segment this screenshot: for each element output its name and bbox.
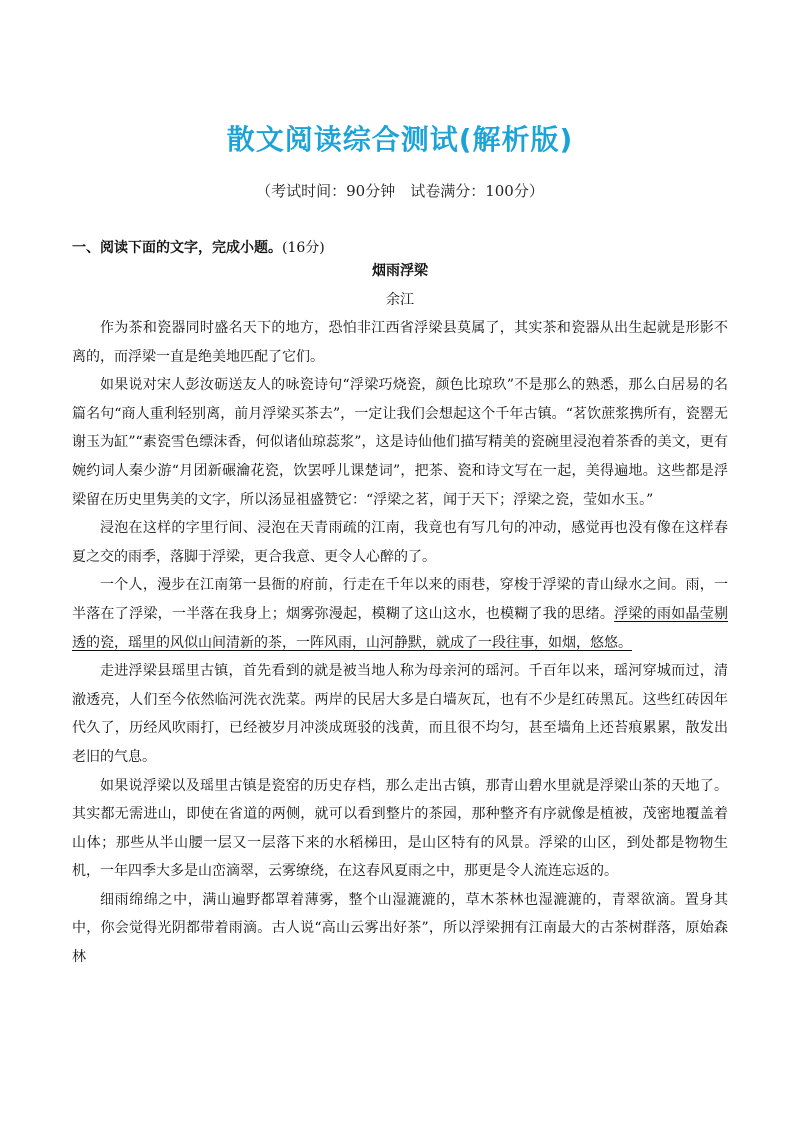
paragraph-1: 作为茶和瓷器同时盛名天下的地方，恐怕非江西省浮梁县莫属了，其实茶和瓷器从出生起就是形影不离的，而浮梁一直是绝美地匹配了它们。 [72, 320, 728, 365]
paragraph-5: 走进浮梁县瑶里古镇，首先看到的就是被当地人称为母亲河的瑶河。千百年以来，瑶河穿城而过，清澈透亮，人们至今依然临河洗衣洗菜。两岸的民居大多是白墙灰瓦，也有不少是红砖黑瓦。这些红砖因年代久了，历经风吹雨打，已经被岁月冲淡成斑驳的浅黄，而且很不均匀，甚至墙角上还苔痕累累，散发出老旧的气息。 [72, 663, 728, 765]
paragraph-6: 如果说浮梁以及瑶里古镇是瓷窑的历史存档，那么走出古镇，那青山碧水里就是浮梁山茶的天地了。其实都无需进山，即使在省道的两侧，就可以看到整片的茶园，那种整齐有序就像是植被，茂密地覆盖着山体；那些从半山腰一层又一层落下来的水稻梯田，是山区特有的风景。浮梁的山区，到处都是物物生机，一年四季大多是山峦滴翠，云雾缭绕，在这春风夏雨之中，那更是令人流连忘返的。 [72, 777, 728, 880]
paragraph-7: 细雨绵绵之中，满山遍野都罩着薄雾，整个山湿漉漉的，草木茶林也湿漉漉的，青翠欲滴。置身其中，你会觉得光阴都带着雨滴。古人说“高山云雾出好茶”，所以浮梁拥有江南最大的古茶树群落，原始森林 [72, 891, 728, 966]
paragraph-3: 浸泡在这样的字里行间、浸泡在天青雨疏的江南，我竟也有写几句的冲动，感觉再也没有像在这样春夏之交的雨季，落脚于浮梁，更合我意、更令人心醉的了。 [72, 520, 728, 565]
document-title: 散文阅读综合测试(解析版) [226, 123, 574, 156]
paragraph-4 [72, 571, 728, 657]
question-label: 一、阅读下面的文字，完成小题。 [72, 240, 282, 256]
essay-author: 余江 [386, 292, 414, 308]
essay-title: 烟雨浮梁 [372, 263, 428, 279]
question-heading [72, 237, 325, 257]
paragraph-4-text: 一个人，漫步在江南第一县衙的府前，行走在千年以来的雨巷，穿梭于浮梁的青山绿水之间。雨，一半落在了浮梁，一半落在我身上；烟雾弥漫起，模糊了这山这水，也模糊了我的思绪。 [72, 577, 728, 622]
exam-info: （考试时间：90分钟 试卷满分：100分） [256, 182, 544, 200]
essay-body [72, 314, 728, 972]
question-score: (16分) [282, 240, 325, 256]
paragraph-2: 如果说对宋人彭汝砺送友人的咏瓷诗句“浮梁巧烧瓷，颜色比琼玖”不是那么的熟悉，那么白居易的名篇名句“商人重利轻别离，前月浮梁买茶去”，一定让我们会想起这个千年古镇。“茗饮蔗浆携所有，瓷罂无谢玉为缸”“素瓷雪色缥沫香，何似诸仙琼蕊浆”，这是诗仙他们描写精美的瓷碗里浸泡着茶香的美文，更有婉约词人秦少游“月团新碾瀹花瓷，饮罢呼儿课楚词”，把茶、瓷和诗文写在一起，美得遍地。这些都是浮梁留在历史里隽美的文字，所以汤显祖盛赞它：“浮梁之茗，闻于天下；浮梁之瓷，莹如水玉。” [72, 377, 728, 508]
underlined-sentence: 浮梁的雨如晶莹剔透的瓷，瑶里的风似山间清新的茶，一阵风雨，山河静默，就成了一段往事，如烟，悠悠。 [72, 605, 729, 651]
